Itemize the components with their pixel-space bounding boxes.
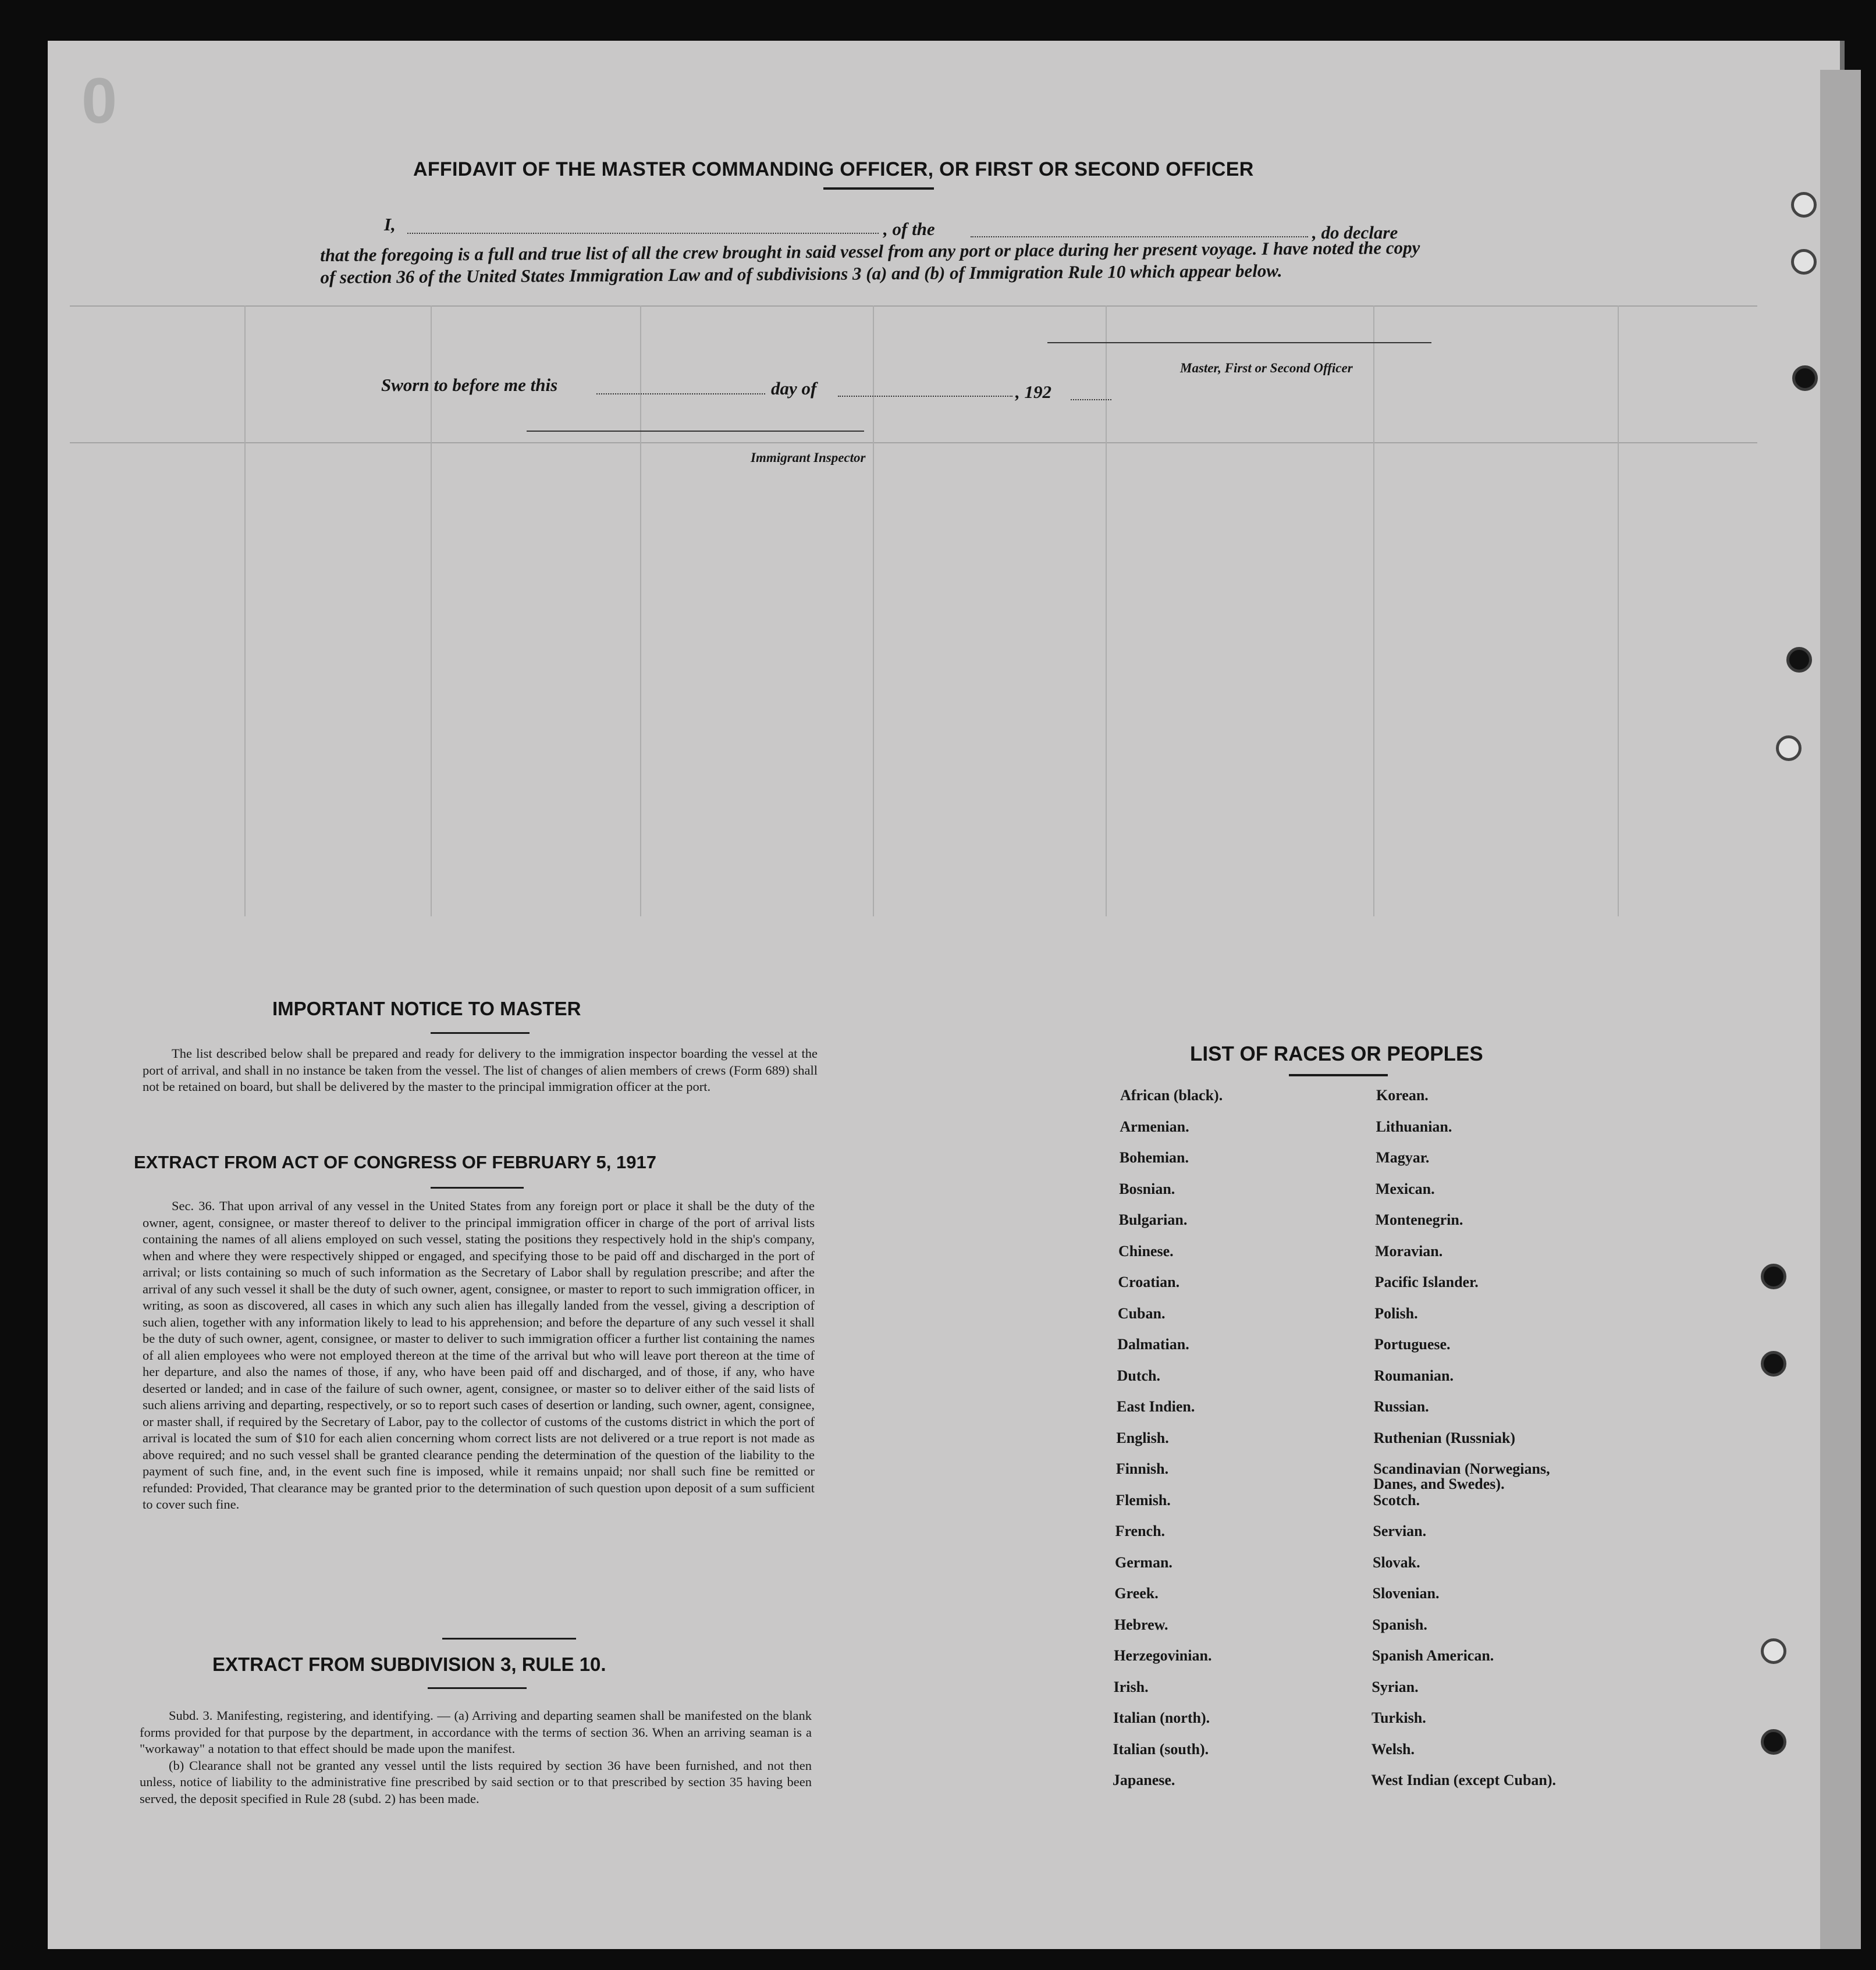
- day-of-label: day of: [771, 378, 817, 399]
- race-item: Chinese.: [1118, 1242, 1174, 1260]
- race-item: Bohemian.: [1119, 1149, 1189, 1166]
- notice-text: The list described below shall be prepared and ready for delivery to the immigration inspector boarding the vessel at the port of arrival, and shall in no instance be taken from the vessel. The list of changes of alien members of crews (Form 689) shall not be retained on board, but shall be delivered by the master to the principal immigration officer at the port.: [143, 1046, 818, 1094]
- affidavit-i: I,: [384, 214, 396, 234]
- race-item: Spanish.: [1372, 1616, 1427, 1633]
- officer-name-field[interactable]: [407, 233, 879, 234]
- race-item: Magyar.: [1376, 1149, 1430, 1166]
- punch-hole: [1791, 192, 1817, 218]
- race-item: Korean.: [1376, 1087, 1429, 1104]
- race-item: Hebrew.: [1114, 1616, 1168, 1633]
- punch-hole: [1761, 1264, 1786, 1289]
- bleed-through-column: [1106, 305, 1107, 916]
- act-extract-text: Sec. 36. That upon arrival of any vessel in the United States from any foreign port or place it shall be the duty of the owner, agent, consignee, or master thereof to deliver to the principal immigration officer in charge of the port of arrival lists containing the names of all aliens employed on such vessel, stating the positions they respectively hold in the ship's company, when and where they were respectively shipped or engaged, and specifying those to be paid off and discharged in the port of arrival; or lists containing so much of such information as the Secretary of Labor shall by regulation prescribe; and after the arrival of any such vessel it shall be the duty of such owner, agent, consignee, or master to report to such immigration officer, in writing, as soon as discovered, all cases in which any such alien has illegally landed from the vessel, giving a description of such alien, together with any information likely to lead to his apprehension; and before the departure of any such vessel it shall be the duty of such owner, agent, consignee, or master to deliver to such immigration officer a further list containing the names of all alien employees who were not employed thereon at the time of the arrival but who will leave port thereon at the time of her departure, and also the names of those, if any, who have been paid off and discharged, and of those, if any, who have deserted or landed; and in case of the failure of such owner, agent, consignee, or master so to deliver either of the said lists of such aliens arriving and departing, respectively, or so to report such cases of desertion or landing, such owner, agent, consignee, or master shall, if required by the Secretary of Labor, pay to the collector of customs of the customs district in which the port of arrival is located the sum of $10 for each alien concerning whom correct lists are not delivered or a true report is not made as above required; and no such vessel shall be granted clearance pending the determination of the question of the liability to the payment of such fine, and, in the event such fine is imposed, while it remains unpaid; nor shall such fine be remitted or refunded: Provided, That clearance may be granted prior to the determination of such question upon deposit of a sum sufficient to cover such fine.: [143, 1199, 815, 1512]
- race-item: Russian.: [1374, 1398, 1429, 1415]
- race-item: Herzegovinian.: [1114, 1647, 1212, 1664]
- notice-title: IMPORTANT NOTICE TO MASTER: [272, 998, 581, 1019]
- affidavit-title: AFFIDAVIT OF THE MASTER COMMANDING OFFICER, OR FIRST OR SECOND OFFICER: [413, 158, 1254, 180]
- race-item: Portuguese.: [1374, 1336, 1451, 1353]
- rule-extract-para-b: (b) Clearance shall not be granted any vessel until the lists required by section 36 have been furnished, and not then unless, notice of liability to the administrative fine prescribed by said section or to that prescribed by section 35 having been served, the deposit specified in Rule 28 (subd. 2) has been made.: [140, 1758, 812, 1806]
- inspector-signature-line[interactable]: [527, 431, 864, 432]
- rule-extract-title: EXTRACT FROM SUBDIVISION 3, RULE 10.: [212, 1653, 606, 1675]
- rule-extract-text: [140, 1708, 812, 1807]
- punch-hole: [1791, 249, 1817, 275]
- race-item: Slovak.: [1373, 1553, 1420, 1571]
- notice-underline: [431, 1032, 530, 1034]
- act-extract-title: EXTRACT FROM ACT OF CONGRESS OF FEBRUARY 5, 1917: [134, 1152, 656, 1172]
- punch-hole: [1761, 1729, 1786, 1755]
- affidavit-body: that the foregoing is a full and true list of all the crew brought in said vessel from any port or place during her present voyage. I have noted the copy of section 36 of the United States Immigration Law and of subdivisions 3 (a) and (b) of Immigration Rule 10 which appear below.: [320, 237, 1420, 287]
- sworn-month-field[interactable]: [838, 396, 1012, 397]
- race-item: Irish.: [1113, 1678, 1149, 1695]
- races-title: LIST OF RACES OR PEOPLES: [1190, 1043, 1483, 1065]
- race-item: French.: [1115, 1523, 1166, 1539]
- race-item: Turkish.: [1372, 1709, 1426, 1726]
- rule-extract-underline: [428, 1687, 527, 1689]
- race-item: Montenegrin.: [1375, 1211, 1463, 1228]
- race-item: Lithuanian.: [1376, 1118, 1452, 1135]
- vessel-name-field[interactable]: [971, 236, 1308, 237]
- race-item: African (black).: [1120, 1087, 1223, 1104]
- race-item: Moravian.: [1375, 1242, 1443, 1260]
- affidavit-declare: , do declare: [1312, 222, 1398, 243]
- inspector-signature-label: Immigrant Inspector: [751, 450, 866, 465]
- race-item: Polish.: [1374, 1304, 1418, 1322]
- races-underline: [1289, 1074, 1388, 1076]
- year-label: , 192: [1015, 382, 1051, 402]
- race-item: Bulgarian.: [1118, 1211, 1188, 1228]
- race-item: English.: [1116, 1429, 1169, 1446]
- race-item: Pacific Islander.: [1374, 1274, 1479, 1290]
- bleed-through-column: [873, 305, 874, 916]
- race-item: Spanish American.: [1372, 1647, 1494, 1664]
- race-item: Greek.: [1114, 1585, 1159, 1602]
- punch-hole: [1761, 1351, 1786, 1377]
- race-item: Scandinavian (Norwegians, Danes, and Swedes).: [1373, 1460, 1550, 1492]
- races-left-column: [1112, 1087, 1365, 1804]
- bleed-through-rule: [70, 442, 1757, 443]
- race-item: German.: [1115, 1553, 1172, 1571]
- affidavit-of-the: , of the: [883, 219, 935, 239]
- punch-hole: [1786, 647, 1812, 673]
- race-item: Roumanian.: [1374, 1367, 1454, 1384]
- master-signature-line[interactable]: [1047, 342, 1431, 343]
- underlying-page-edge: [1820, 70, 1861, 1949]
- race-item: Dalmatian.: [1117, 1336, 1189, 1353]
- punch-hole: [1761, 1638, 1786, 1664]
- bleed-through-column: [1618, 305, 1619, 916]
- race-item: Scotch.: [1373, 1491, 1420, 1509]
- race-item: West Indian (except Cuban).: [1371, 1772, 1557, 1788]
- race-item: Dutch.: [1117, 1367, 1161, 1384]
- races-right-column: [1371, 1087, 1655, 1804]
- race-item: Cuban.: [1117, 1304, 1166, 1322]
- race-item: Armenian.: [1120, 1118, 1189, 1135]
- race-item: Croatian.: [1118, 1274, 1180, 1290]
- bleed-through-column: [431, 305, 432, 916]
- race-item: Slovenian.: [1372, 1585, 1440, 1602]
- race-item: East Indien.: [1117, 1398, 1195, 1415]
- race-item: Bosnian.: [1119, 1180, 1175, 1197]
- bleed-through-rule: [70, 305, 1757, 307]
- race-item: Flemish.: [1115, 1491, 1171, 1509]
- sworn-year-field[interactable]: [1071, 399, 1111, 400]
- race-item: Finnish.: [1115, 1460, 1169, 1477]
- sworn-label: Sworn to before me this: [381, 375, 558, 395]
- race-item: Japanese.: [1112, 1772, 1175, 1788]
- rule-extract-top-rule: [442, 1638, 576, 1640]
- race-item: Italian (north).: [1113, 1709, 1210, 1726]
- bleed-through-column: [1373, 305, 1374, 916]
- race-item: Italian (south).: [1113, 1740, 1209, 1758]
- bleed-through-mark: 0: [81, 65, 118, 137]
- master-signature-label: Master, First or Second Officer: [1180, 361, 1353, 375]
- punch-hole: [1776, 735, 1802, 761]
- sworn-day-field[interactable]: [596, 393, 765, 394]
- race-item: Servian.: [1373, 1523, 1427, 1539]
- title-underline: [823, 187, 934, 190]
- race-item: Mexican.: [1375, 1180, 1435, 1197]
- race-item: Ruthenian (Russniak): [1373, 1429, 1516, 1446]
- bleed-through-column: [640, 305, 641, 916]
- race-item: Syrian.: [1372, 1678, 1419, 1695]
- bleed-through-column: [244, 305, 246, 916]
- punch-hole: [1792, 365, 1818, 391]
- race-item: Welsh.: [1371, 1740, 1415, 1758]
- act-extract-underline: [431, 1187, 524, 1189]
- rule-extract-para-a: Subd. 3. Manifesting, registering, and identifying. — (a) Arriving and departing seamen shall be manifested on the blank forms provided for that purpose by the department, in accordance with the terms of section 36. When an arriving seaman is a "workaway" a notation to that effect should be made upon the manifest.: [140, 1708, 812, 1756]
